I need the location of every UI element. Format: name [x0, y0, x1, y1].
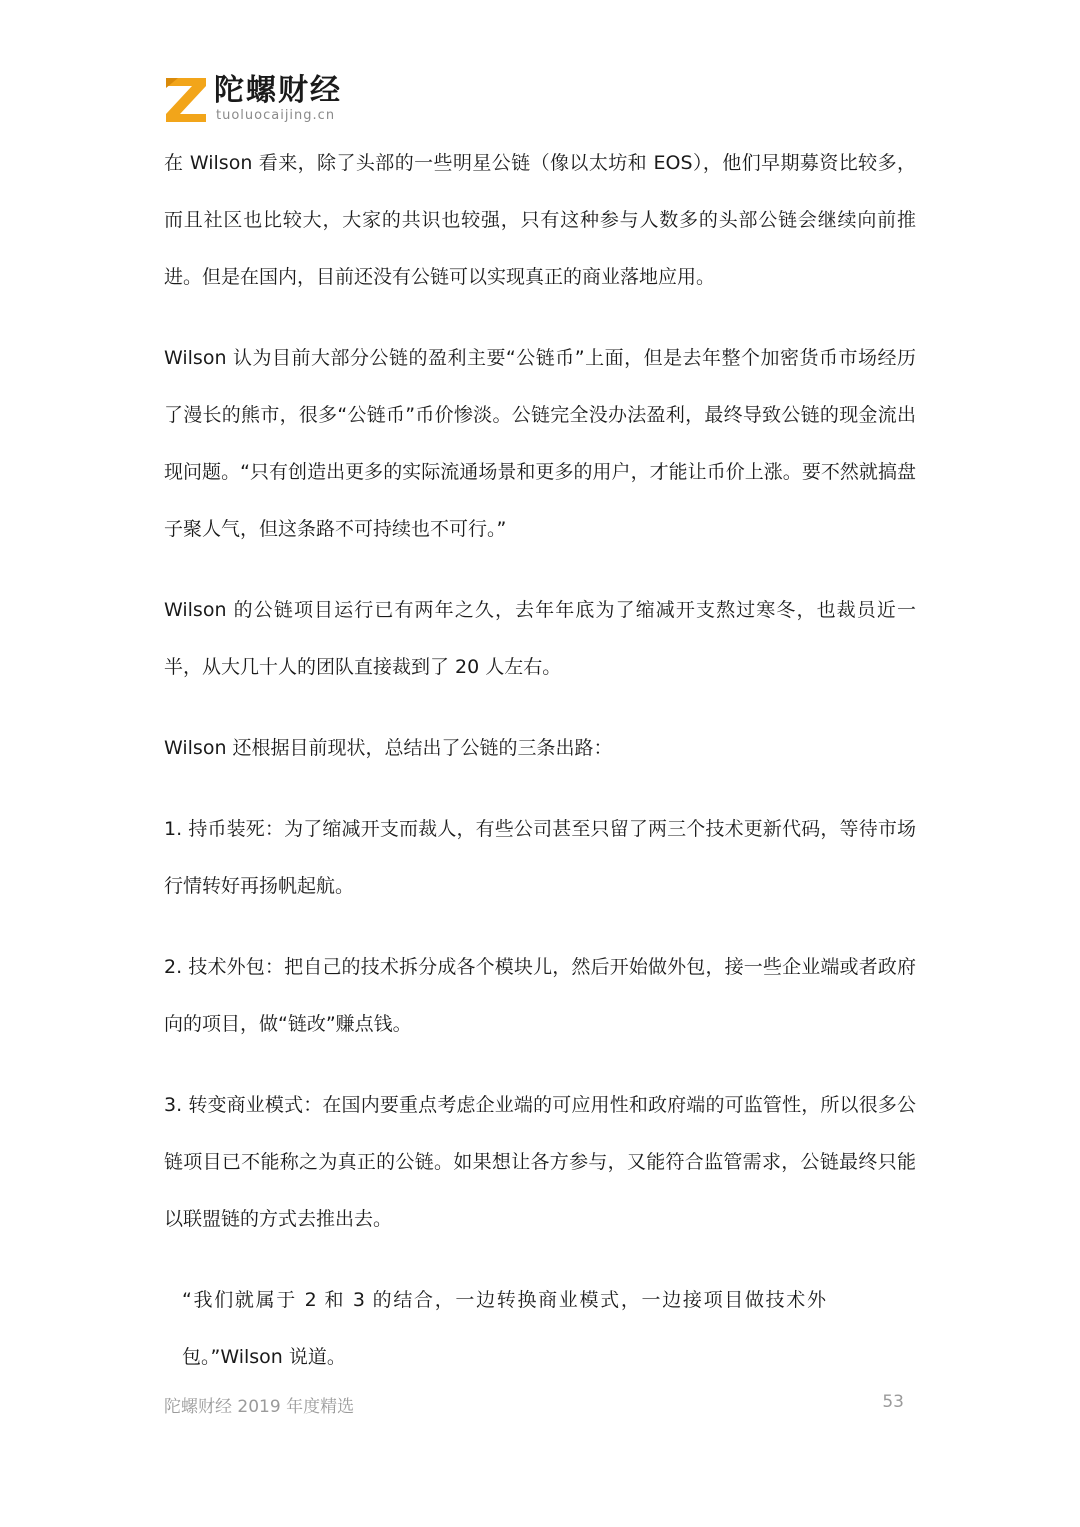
list-item: 2. 技术外包：把自己的技术拆分成各个模块儿，然后开始做外包，接一些企业端或者政府向的项目，做“链改”赚点钱。 — [164, 956, 916, 1035]
logo-title: 陀螺财经 — [214, 73, 342, 108]
paragraph: 在 Wilson 看来，除了头部的一些明星公链（像以太坊和 EOS），他们早期募资比较多，而且社区也比较大，大家的共识也较强，只有这种参与人数多的头部公链会继续向前推进。但是在国内，目前还没有公链可以实现真正的商业落地应用。 — [164, 152, 916, 288]
z-logo-icon — [164, 76, 208, 122]
article-body — [164, 135, 916, 1410]
paragraph: Wilson 认为目前大部分公链的盈利主要“公链币”上面，但是去年整个加密货币市场经历了漫长的熊市，很多“公链币”币价惨淡。公链完全没办法盈利，最终导致公链的现金流出现问题。“只有创造出更多的实际流通场景和更多的用户，才能让币价上涨。要不然就搞盘子聚人气，但这条路不可持续也不可行。” — [164, 347, 916, 540]
paragraph: Wilson 的公链项目运行已有两年之久，去年年底为了缩减开支熬过寒冬，也裁员近一半，从大几十人的团队直接裁到了 20 人左右。 — [164, 599, 916, 678]
page-number: 53 — [882, 1392, 904, 1412]
list-item: 1. 持币装死：为了缩减开支而裁人，有些公司甚至只留了两三个技术更新代码，等待市场行情转好再扬帆起航。 — [164, 818, 916, 897]
list-item: 3. 转变商业模式：在国内要重点考虑企业端的可应用性和政府端的可监管性，所以很多公链项目已不能称之为真正的公链。如果想让各方参与，又能符合监管需求，公链最终只能以联盟链的方式去推出去。 — [164, 1094, 916, 1230]
logo-subtitle: tuoluocaijing.cn — [216, 108, 336, 123]
paragraph: Wilson 还根据目前现状，总结出了公链的三条出路： — [164, 737, 613, 759]
footer-publication: 陀螺财经 2019 年度精选 — [164, 1397, 355, 1417]
brand-logo — [164, 74, 364, 124]
quote-paragraph: “我们就属于 2 和 3 的结合，一边转换商业模式，一边接项目做技术外包。”Wilson 说道。 — [182, 1289, 826, 1368]
